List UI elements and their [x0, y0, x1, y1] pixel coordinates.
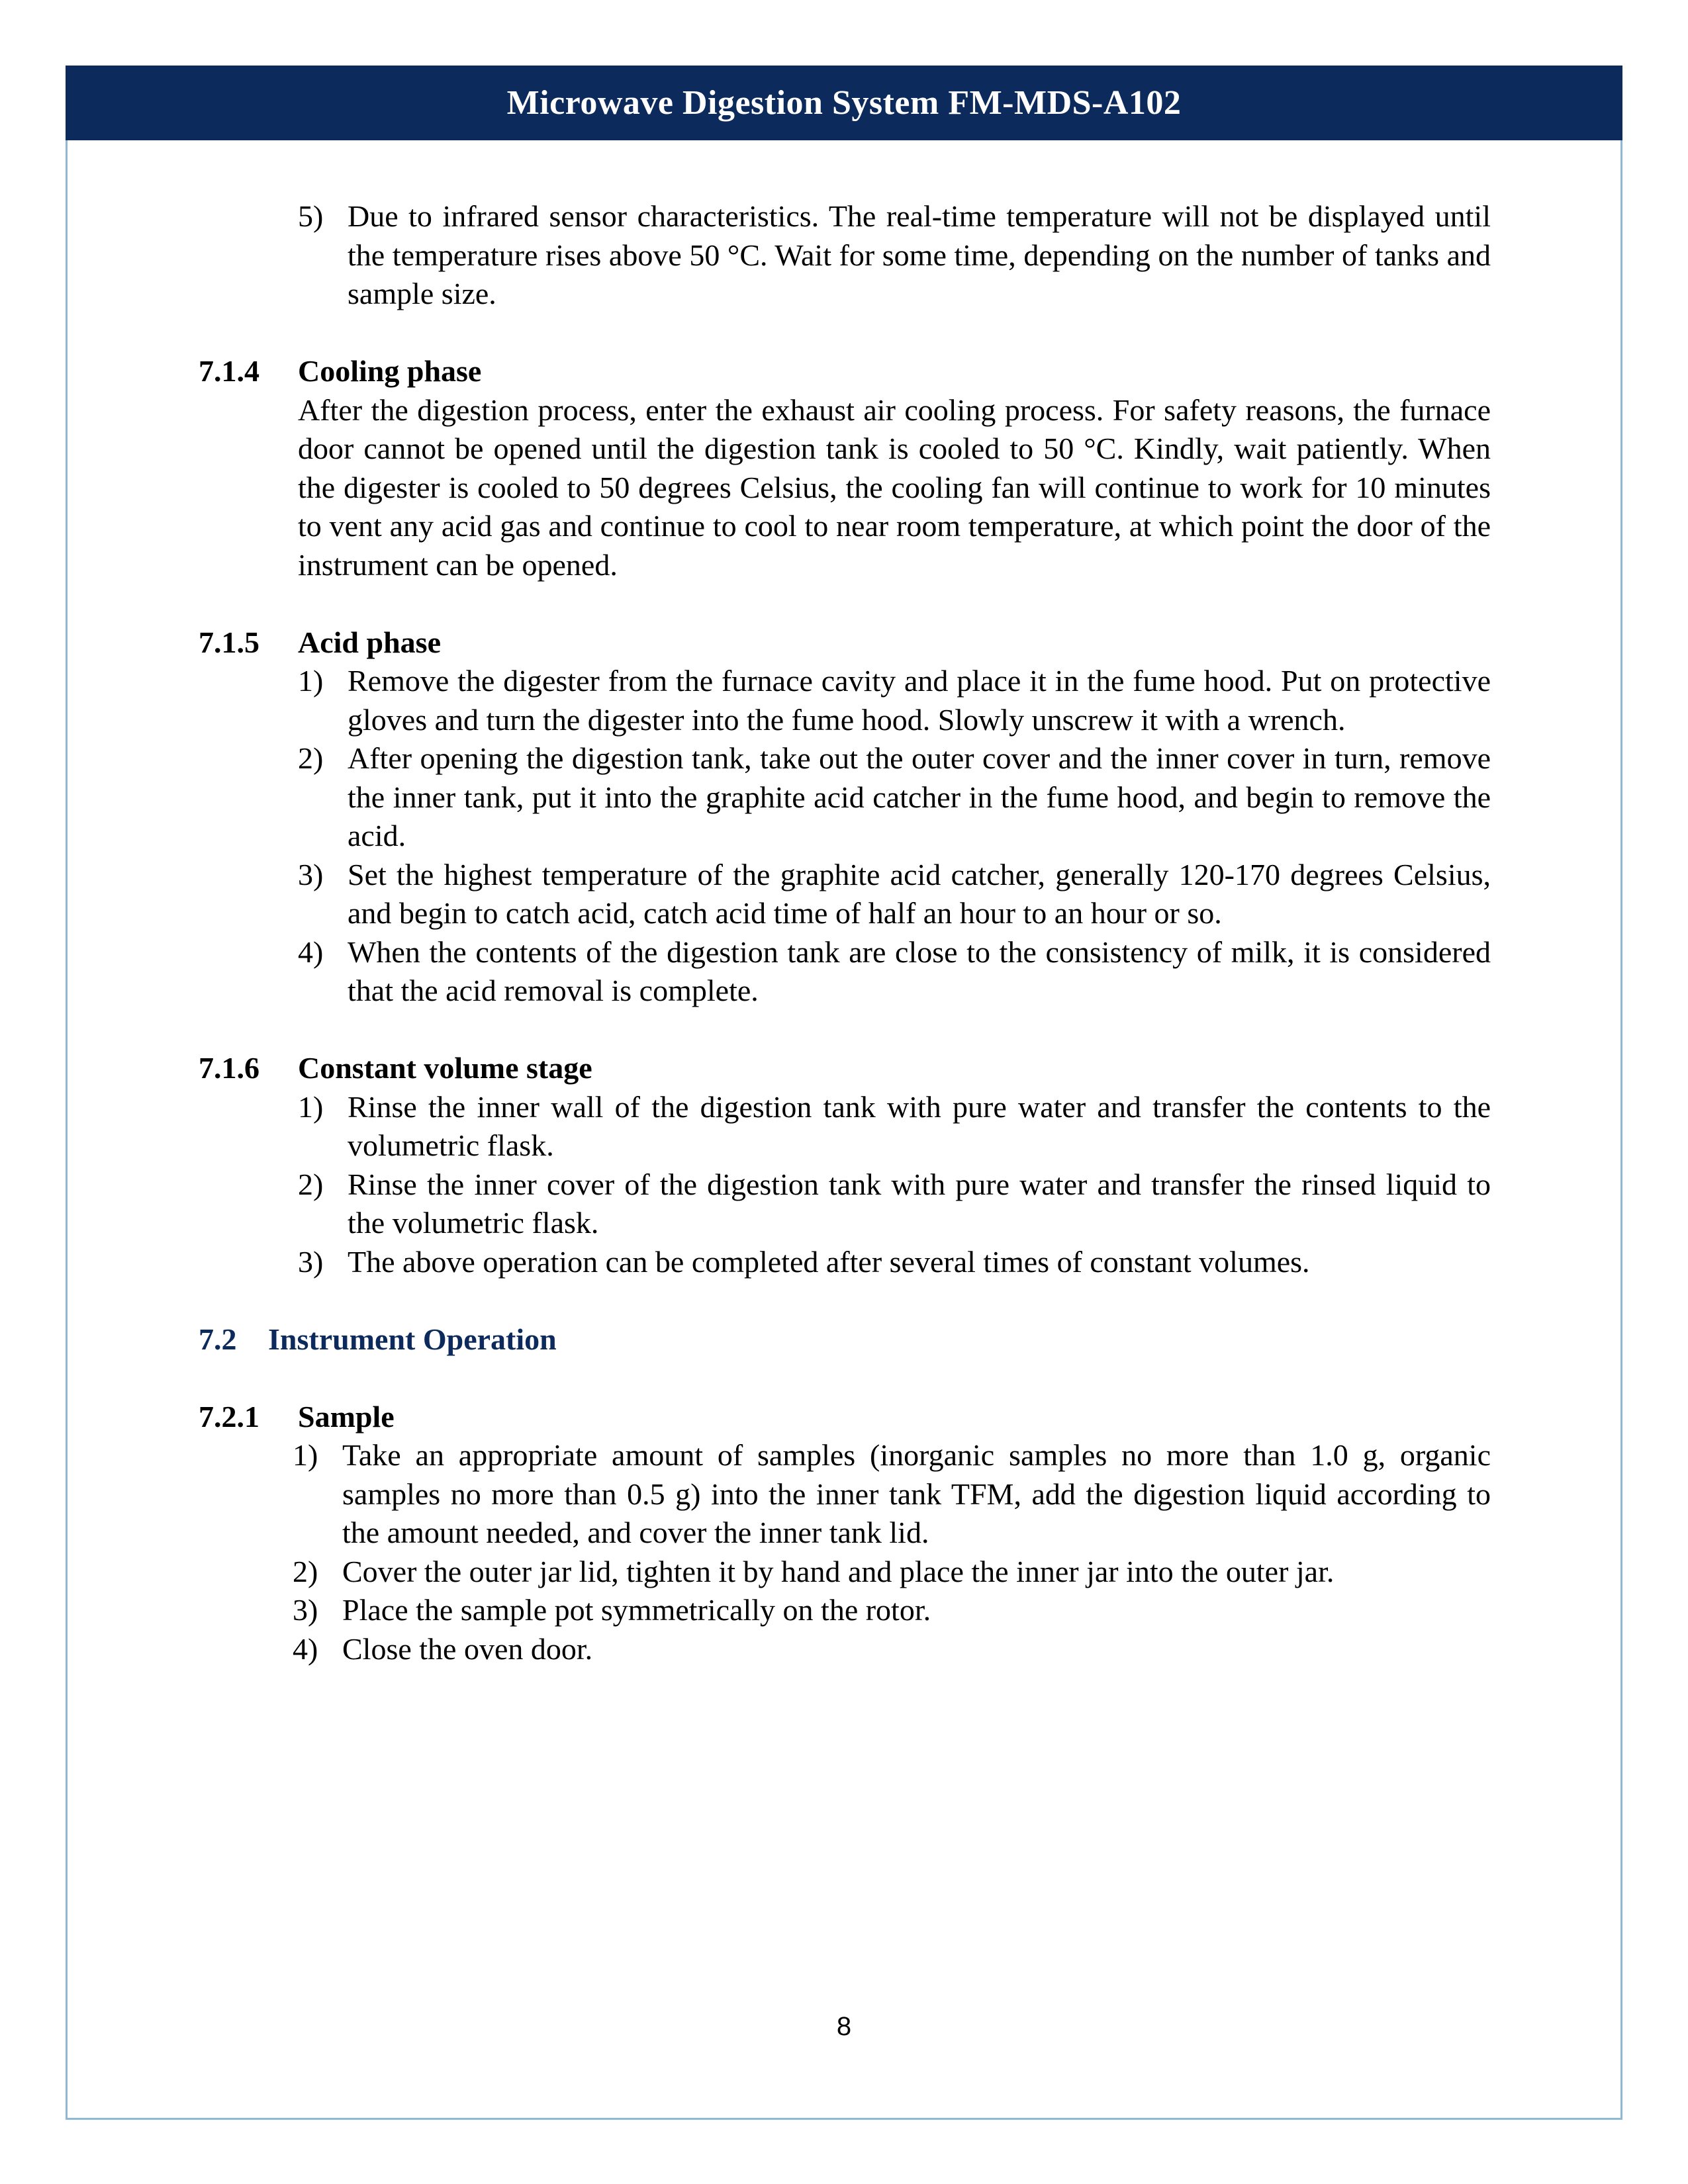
- list-item: [199, 1243, 1491, 1282]
- list-item-number: 2): [298, 1167, 324, 1201]
- list-item-text: Take an appropriate amount of samples (inorganic samples no more than 1.0 g, organic samples no more than 0.5 g) into the inner tank TFM, add the digestion liquid according to the amount needed, and cover the inner tank lid.: [342, 1438, 1491, 1549]
- list-item-text: When the contents of the digestion tank are close to the consistency of milk, it is considered that the acid removal is complete.: [348, 934, 1491, 1007]
- list-item-text: Due to infrared sensor characteristics. The real-time temperature will not be displayed until the temperature rises above 50 °C. Wait for some time, depending on the number of tanks and sample size.: [348, 199, 1491, 310]
- list-item-text: Remove the digester from the furnace cavity and place it in the fume hood. Put on protective gloves and turn the digester into the fume hood. Slowly unscrew it with a wrench.: [348, 664, 1491, 737]
- list-item: [199, 197, 1491, 314]
- list-item: [199, 1553, 1491, 1592]
- heading-number: 7.1.6: [199, 1051, 259, 1085]
- heading-title: Constant volume stage: [298, 1051, 592, 1085]
- heading-title: Acid phase: [298, 625, 441, 659]
- section-heading-7-2: [199, 1320, 1491, 1359]
- list-item: [199, 662, 1491, 739]
- list-item-number: 3): [293, 1593, 318, 1627]
- heading-title: Cooling phase: [298, 354, 482, 388]
- list-item: [199, 1165, 1491, 1243]
- heading-number: 7.2: [199, 1322, 237, 1356]
- list-item: [199, 739, 1491, 856]
- paragraph: After the digestion process, enter the exhaust air cooling process. For safety reasons, the furnace door cannot be opened until the digestion tank is cooled to 50 °C. Kindly, wait patiently. When the digester is cooled to 50 degrees Celsius, the cooling fan will continue to work for 10 minutes to vent any acid gas and continue to cool to near room temperature, at which point the door of the instrument can be opened.: [298, 392, 1491, 582]
- page-number: 8: [836, 2012, 852, 2041]
- list-item-number: 2): [293, 1554, 318, 1588]
- list-item-text: Close the oven door.: [342, 1631, 593, 1666]
- list-item-number: 4): [293, 1631, 318, 1666]
- section-heading-7-2-1: [199, 1398, 1491, 1437]
- list-item-text: After opening the digestion tank, take out the outer cover and the inner cover in turn, remove the inner tank, put it into the graphite acid catcher in the fume hood, and begin to remove the acid.: [348, 741, 1491, 852]
- list-item: [199, 1436, 1491, 1553]
- page-content: [199, 197, 1491, 1668]
- heading-title: Instrument Operation: [268, 1322, 557, 1356]
- list-item-number: 4): [298, 934, 324, 969]
- list-item-number: 3): [298, 1244, 324, 1279]
- list-item: [199, 1591, 1491, 1630]
- header-title: Microwave Digestion System FM-MDS-A102: [506, 84, 1182, 122]
- list-item-number: 2): [298, 741, 324, 775]
- list-item-text: Set the highest temperature of the graphite acid catcher, generally 120-170 degrees Celsius, and begin to catch acid, catch acid time of half an hour to an hour or so.: [348, 857, 1491, 930]
- list-item-number: 1): [293, 1438, 318, 1472]
- section-heading-7-1-6: [199, 1049, 1491, 1088]
- list-item-text: Place the sample pot symmetrically on the rotor.: [342, 1593, 931, 1627]
- list-item-text: Cover the outer jar lid, tighten it by hand and place the inner jar into the outer jar.: [342, 1554, 1335, 1588]
- list-item-text: The above operation can be completed after several times of constant volumes.: [348, 1244, 1310, 1279]
- heading-number: 7.1.4: [199, 354, 259, 388]
- heading-title: Sample: [298, 1399, 395, 1433]
- list-item-text: Rinse the inner wall of the digestion tank with pure water and transfer the contents to the volumetric flask.: [348, 1089, 1491, 1162]
- list-item: [199, 933, 1491, 1011]
- list-item-number: 5): [298, 199, 324, 233]
- list-item-number: 1): [298, 1089, 324, 1124]
- section-heading-7-1-5: [199, 623, 1491, 662]
- list-item: [199, 856, 1491, 933]
- list-item-number: 3): [298, 857, 324, 891]
- list-item: [199, 1088, 1491, 1165]
- list-item-text: Rinse the inner cover of the digestion tank with pure water and transfer the rinsed liquid to the volumetric flask.: [348, 1167, 1491, 1240]
- section-heading-7-1-4: [199, 352, 1491, 391]
- list-item-number: 1): [298, 664, 324, 698]
- heading-number: 7.1.5: [199, 625, 259, 659]
- list-item: [199, 1630, 1491, 1669]
- heading-number: 7.2.1: [199, 1399, 259, 1433]
- page-header: [66, 66, 1622, 140]
